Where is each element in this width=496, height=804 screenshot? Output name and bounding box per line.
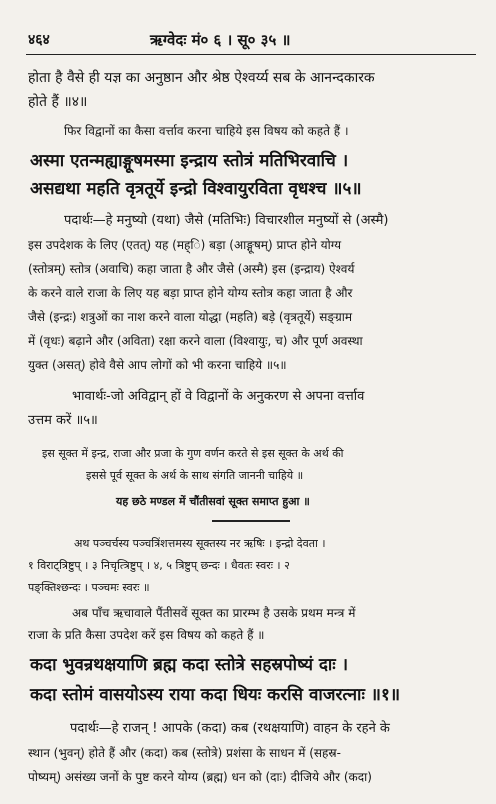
- padartha-line: स्थान (भुवन्) होते हैं और (कदा) कब (स्तोत्रे) प्रशंसा के साधन में (सहस्र-: [28, 746, 341, 760]
- padartha-line: इस उपदेशक के लिए (एतत्) यह (मह्ि) बड़ा (आङ्गूषम्) प्राप्त होने योग्य: [28, 238, 342, 252]
- padartha-line: के करने वाले राजा के लिए यह बड़ा प्राप्त होने योग्य स्तोत्र कहा जाता है और: [28, 286, 353, 300]
- page-number: ४६४: [28, 32, 50, 48]
- padartha-line: पोष्यम्) असंख्य जनों के पुष्ट करने योग्य (ब्रह्म) धन को (दाः) दीजिये और (कदा): [28, 770, 372, 784]
- padartha-line: पदार्थः—हे राजन् ! आपके (कदा) कब (रथक्षयाणि) वाहन के रहने के: [70, 721, 390, 736]
- mantra-line: कदा स्तोमं वासयोऽस्य राया कदा धियः करसि वाजरत्नाः ॥१॥: [30, 685, 401, 705]
- anukramani-line: १ विराट्त्रिष्टुप् । ३ निचृत्त्रिष्टुप् । ४, ५ त्रिष्टुप् छन्दः । धैवतः स्वरः । २: [28, 559, 290, 572]
- bhavartha-line: उत्तम करें ॥५॥: [28, 413, 98, 428]
- intro-line: फिर विद्वानों का कैसा वर्त्ताव करना चाहिये इस विषय को कहते हैं ।: [64, 124, 349, 138]
- padartha-line: (स्तोत्रम्) स्तोत्र (अवाचि) कहा जाता है और जैसे (अस्मै) इस (इन्द्राय) ऐश्वर्य: [28, 262, 355, 276]
- intro-line: राजा के प्रति कैसा उपदेश करें इस विषय को कहते हैं ॥: [28, 628, 265, 642]
- anukramani-line: अथ पञ्चर्चस्य पञ्चत्रिंशत्तमस्य सूक्तस्य नर ऋषिः । इन्द्रो देवता ।: [74, 537, 326, 550]
- summary-line: इससे पूर्व सूक्त के अर्थ के साथ संगति जाननी चाहिये ॥: [86, 469, 304, 482]
- section-divider: [212, 520, 290, 522]
- intro-line: अब पाँच ऋचावाले पैंतीसवें सूक्त का प्रारम्भ है उसके प्रथम मन्त्र में: [72, 606, 356, 620]
- anukramani-line: पङ्क्तिश्छन्दः । पञ्चमः स्वरः ॥: [28, 581, 150, 594]
- text-line: होते हैं ॥४॥: [28, 94, 88, 110]
- mantra-line: अस्मा एतन्मह्याङ्गूषमस्मा इन्द्राय स्तोत्रं मतिभिरवाचि ।: [30, 151, 349, 171]
- padartha-line: पदार्थः—हे मनुष्यो (यथा) जैसे (मतिभिः) विचारशील मनुष्यों से (अस्मै): [64, 213, 389, 228]
- summary-line: इस सूक्त में इन्द्र, राजा और प्रजा के गुण वर्णन करते से इस सूक्त के अर्थ की: [42, 447, 344, 460]
- sukta-end-line: यह छठे मण्डल में चौंतीसवां सूक्त समाप्त हुआ ॥: [116, 495, 310, 508]
- mantra-line: कदा भुवन्रथक्षयाणि ब्रह्म कदा स्तोत्रे सहस्रपोष्यं दाः ।: [30, 655, 349, 675]
- header-rule: [26, 54, 476, 55]
- padartha-line: युक्त (असत्) होवे वैसे आप लोगों को भी करना चाहिये ॥५॥: [28, 358, 287, 372]
- padartha-line: जैसे (इन्द्रः) शत्रुओं का नाश करने वाला योद्धा (महति) बड़े (वृत्रतूर्ये) सङ्ग्राम: [28, 310, 353, 324]
- running-header: ऋग्वेदः मं० ६ । सू० ३५ ॥: [150, 31, 291, 49]
- mantra-line: असद्यथा महति वृत्रतूर्ये इन्द्रो विश्वायुरविता वृधश्च ॥५॥: [30, 179, 362, 199]
- padartha-line: में (वृधः) बढ़ाने और (अविता) रक्षा करने वाला (विश्वायुः, च) और पूर्ण अवस्था: [28, 334, 363, 348]
- bhavartha-line: भावार्थः-जो अविद्वान् हों वे विद्वानों के अनुकरण से अपना वर्त्ताव: [72, 389, 365, 404]
- text-line: होता है वैसे ही यज्ञ का अनुष्ठान और श्रेष्ठ ऐश्वर्य्य सब के आनन्दकारक: [28, 70, 375, 86]
